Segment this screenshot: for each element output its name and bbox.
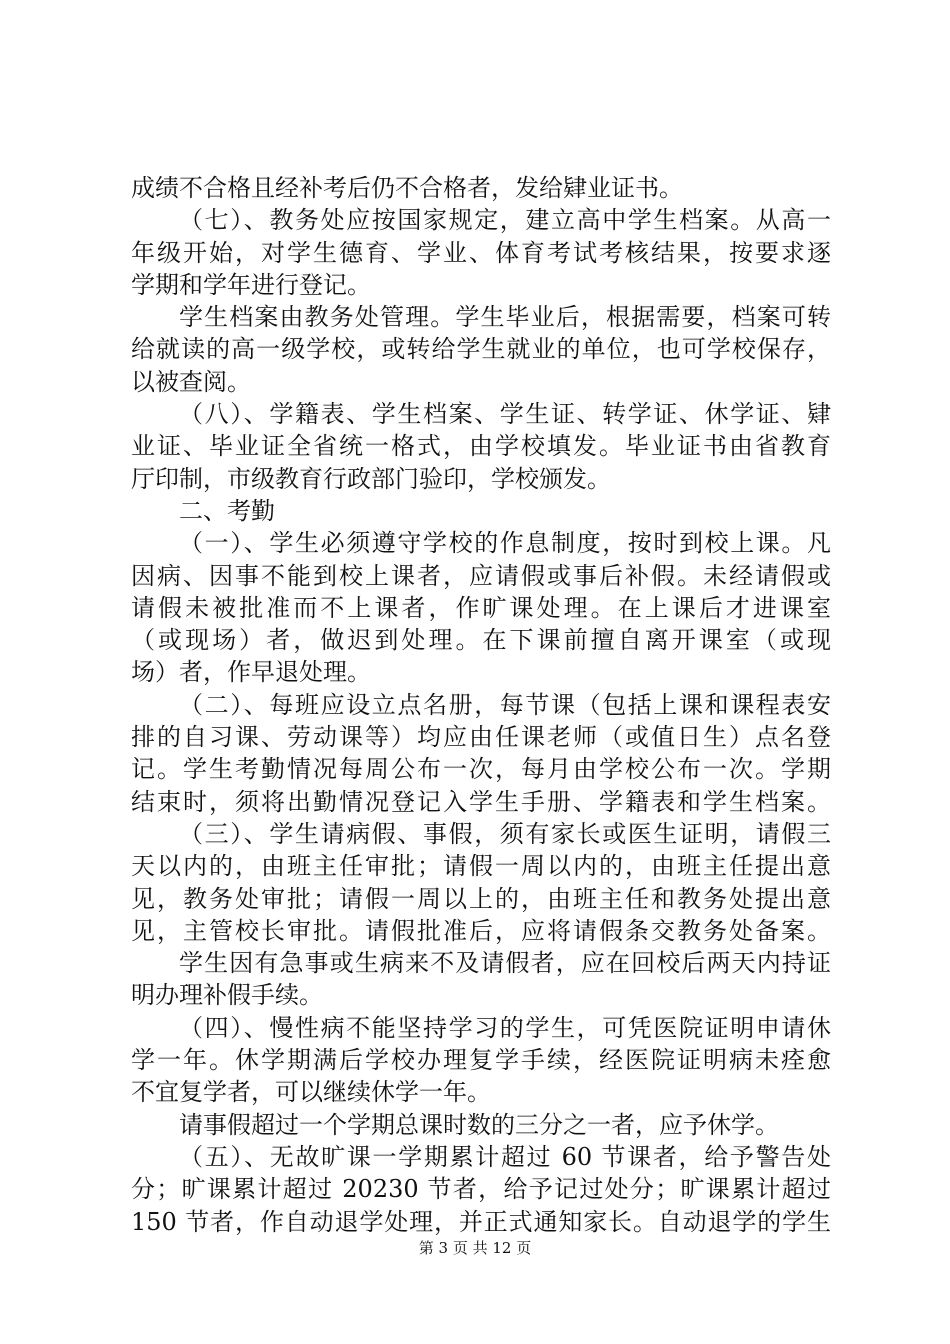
text-line: 场）者，作早退处理。	[131, 658, 371, 687]
text-line: 明办理补假手续。	[131, 981, 323, 1010]
text-line: （七）、教务处应按国家规定，建立高中学生档案。从高一	[179, 206, 831, 235]
text-line: 年级开始，对学生德育、学业、体育考试考核结果，按要求逐	[131, 238, 831, 267]
text-line: （五）、无故旷课一学期累计超过 60 节课者，给予警告处	[179, 1142, 831, 1171]
page-footer: 第 3 页 共 12 页	[418, 1239, 532, 1257]
text-line: 请假未被批准而不上课者，作旷课处理。在上课后才进课室	[131, 593, 831, 622]
text-line: 学一年。休学期满后学校办理复学手续，经医院证明病未痊愈	[131, 1046, 831, 1075]
text-line: 给就读的高一级学校，或转给学生就业的单位，也可学校保存，	[131, 335, 831, 364]
text-line: 天以内的，由班主任审批；请假一周以内的，由班主任提出意	[131, 852, 831, 881]
text-line: （三）、学生请病假、事假，须有家长或医生证明，请假三	[179, 819, 831, 848]
text-line: 见，教务处审批；请假一周以上的，由班主任和教务处提出意	[131, 884, 831, 913]
section-heading: 二、考勤	[179, 496, 275, 525]
text-line: 排的自习课、劳动课等）均应由任课老师（或值日生）点名登	[131, 723, 831, 752]
text-line: 学生档案由教务处管理。学生毕业后，根据需要，档案可转	[179, 303, 831, 332]
text-line: （八）、学籍表、学生档案、学生证、转学证、休学证、肄	[179, 400, 831, 429]
text-line: 150 节者，作自动退学处理，并正式通知家长。自动退学的学生	[131, 1207, 831, 1236]
text-line: 因病、因事不能到校上课者，应请假或事后补假。未经请假或	[131, 561, 831, 590]
document-body	[131, 172, 831, 1238]
text-line: （或现场）者，做迟到处理。在下课前擅自离开课室（或现	[131, 626, 831, 655]
text-line: 业证、毕业证全省统一格式，由学校填发。毕业证书由省教育	[131, 432, 831, 461]
text-line: 请事假超过一个学期总课时数的三分之一者，应予休学。	[179, 1110, 779, 1139]
text-line: 见，主管校长审批。请假批准后，应将请假条交教务处备案。	[131, 916, 831, 945]
text-line: （二）、每班应设立点名册，每节课（包括上课和课程表安	[179, 690, 831, 719]
text-line: 记。学生考勤情况每周公布一次，每月由学校公布一次。学期	[131, 755, 831, 784]
text-line: 分；旷课累计超过 20230 节者，给予记过处分；旷课累计超过	[131, 1175, 831, 1204]
text-line: 以被查阅。	[131, 367, 251, 396]
text-line: 结束时，须将出勤情况登记入学生手册、学籍表和学生档案。	[131, 787, 831, 816]
text-line: 厅印制，市级教育行政部门验印，学校颁发。	[131, 464, 611, 493]
text-line: 学期和学年进行登记。	[131, 270, 371, 299]
text-line: 不宜复学者，可以继续休学一年。	[131, 1078, 491, 1107]
text-line: 学生因有急事或生病来不及请假者，应在回校后两天内持证	[179, 949, 831, 978]
text-line: 成绩不合格且经补考后仍不合格者，发给肄业证书。	[131, 174, 683, 202]
text-line: （一）、学生必须遵守学校的作息制度，按时到校上课。凡	[179, 529, 831, 558]
text-line: （四）、慢性病不能坚持学习的学生，可凭医院证明申请休	[179, 1013, 831, 1042]
